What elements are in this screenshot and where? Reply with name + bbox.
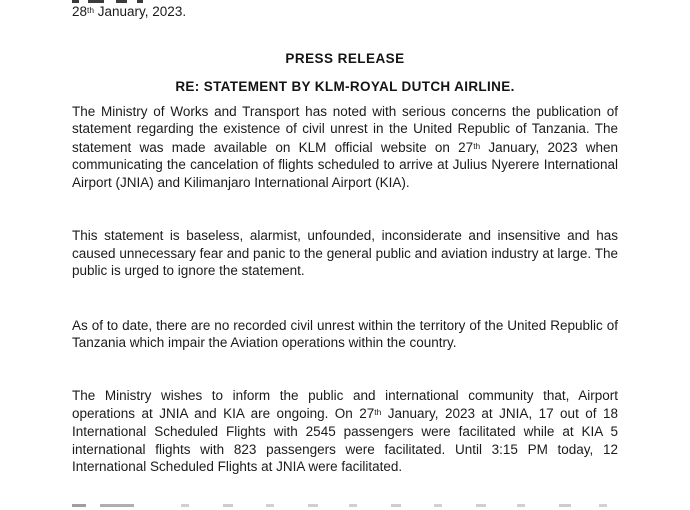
cut-off-text-fragment — [599, 504, 607, 507]
press-release-title: PRESS RELEASE — [285, 50, 405, 66]
cut-off-text-fragment — [181, 504, 189, 507]
paragraph-airport-operations: The Ministry wishes to inform the public and international community that, Airport operations at JNIA and KIA are ongoing. On 27th January, 2023 at JNIA, 17 out of 18 International Scheduled Flights with 2545 passengers were facilitated while at KIA 5 international flights with 823 passengers were facilitated. Until 3:15 PM today, 12 International Scheduled Flights at JNIA were facilitated. — [72, 387, 618, 475]
cut-off-text-fragment — [434, 504, 442, 507]
cut-off-text-fragment — [223, 504, 233, 507]
subject-line: RE: STATEMENT BY KLM-ROYAL DUTCH AIRLINE. — [175, 78, 515, 94]
cut-off-text-fragment — [308, 504, 318, 507]
document-body — [72, 0, 618, 476]
cut-off-text-bottom — [72, 504, 607, 508]
paragraph-no-civil-unrest: As of to date, there are no recorded civil unrest within the territory of the United Republic of Tanzania which impair the Aviation operations within the country. — [72, 317, 618, 351]
paragraph-statement-baseless: This statement is baseless, alarmist, unfounded, inconsiderate and insensitive and has caused unnecessary fear and panic to the general public and aviation industry at large. The public is urged to ignore the statement. — [72, 228, 618, 279]
cut-off-text-fragment — [72, 504, 86, 507]
cut-off-text-fragment — [266, 504, 274, 507]
cut-off-text-fragment — [476, 504, 486, 507]
cut-off-text-fragment — [559, 504, 571, 507]
date-line: 28th January, 2023. — [72, 4, 187, 20]
cut-off-text-fragment — [391, 504, 401, 507]
cut-off-text-fragment — [349, 504, 357, 507]
cut-off-text-fragment — [100, 504, 134, 507]
cut-off-text-fragment — [517, 504, 525, 507]
paragraph-klm-statement: The Ministry of Works and Transport has noted with serious concerns the publication of statement regarding the existence of civil unrest in the United Republic of Tanzania. The statement was made available on KLM official website on 27th January, 2023 when communicating the cancelation of flights scheduled to arrive at Julius Nyerere International Airport (JNIA) and Kilimanjaro International Airport (KIA). — [72, 103, 618, 190]
